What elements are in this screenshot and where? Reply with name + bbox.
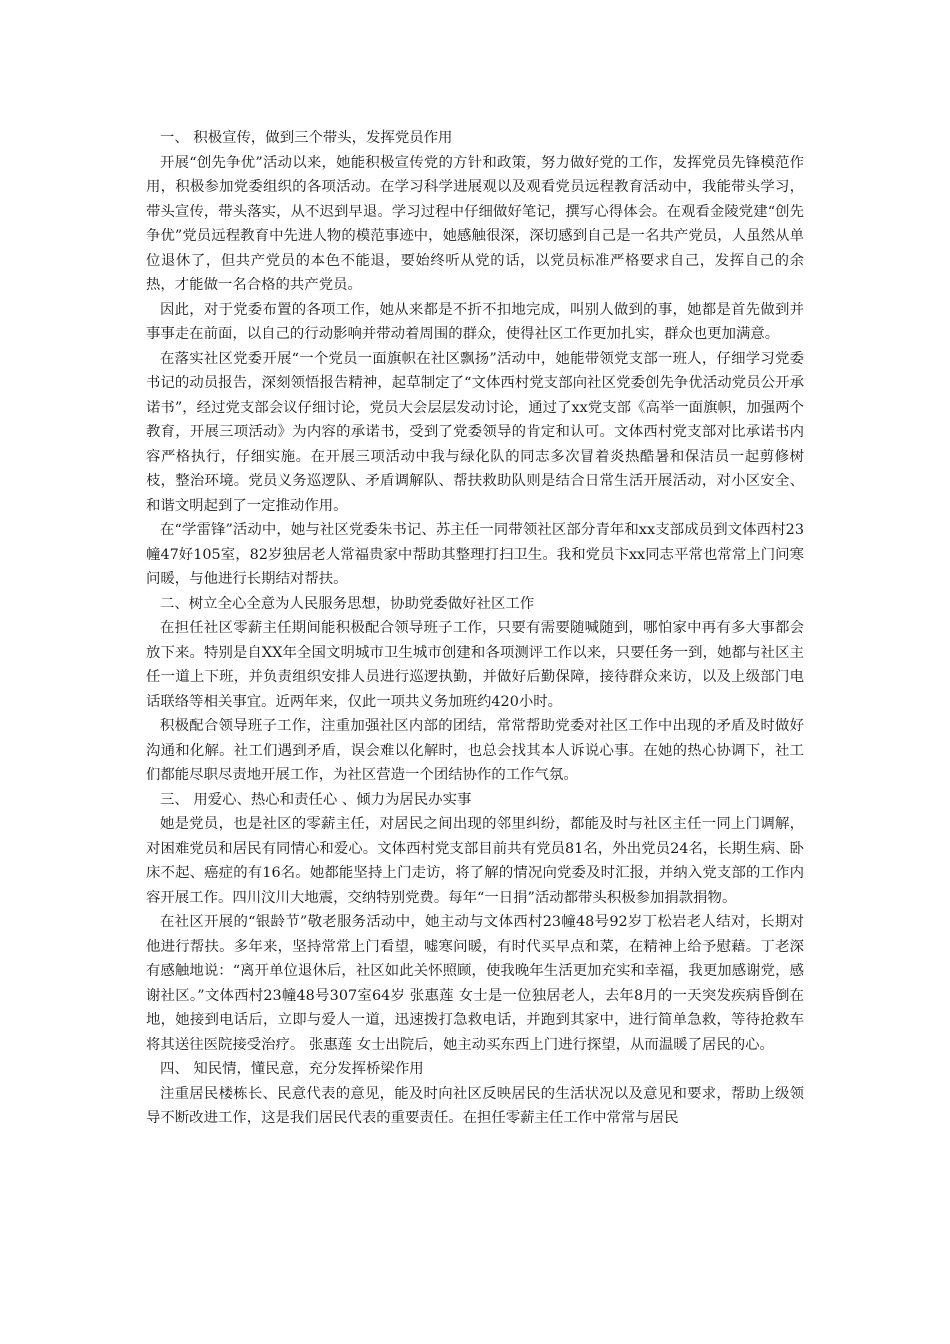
body-paragraph: 在“学雷锋”活动中，她与社区党委朱书记、苏主任一同带领社区部分青年和xx支部成员到文体西村23幢47好105室，82岁独居老人常福贵家中帮助其整理打扫卫生。我和党员卞xx同志平常也常常上门问寒问暖，与他进行长期结对帮扶。 [146,522,804,587]
body-paragraph: 在落实社区党委开展“一个党员一面旗帜在社区飘扬”活动中，她能带领党支部一班人，仔细学习党委书记的动员报告，深刻领悟报告精神，起草制定了“文体西村党支部向社区党委创先争优活动党员公开承诺书”，经过党支部会议仔细讨论，党员大会层层发动讨论，通过了xx党支部《高举一面旗帜，加强两个教育，开展三项活动》为内容的承诺书，受到了党委领导的肯定和认可。文体西村党支部对比承诺书内容严格执行，仔细实施。在开展三项活动中我与绿化队的同志多次冒着炎热酷暑和保洁员一起剪修树枝，整治环境。党员义务巡逻队、矛盾调解队、帮扶救助队则是结合日常生活开展活动，对小区安全、和谐文明起到了一定推动作用。 [146,350,804,514]
body-paragraph: 在社区开展的“银龄节”敬老服务活动中，她主动与文体西村23幢48号92岁丁松岩老人结对，长期对他进行帮扶。多年来，坚持常常上门看望，嘘寒问暖，有时代买早点和菜，在精神上给予慰藉。丁老深有感触地说：“离开单位退休后，社区如此关怀照顾，使我晚年生活更加充实和幸福，我更加感谢党，感谢社区。”文体西村23幢48号307室64岁 张惠莲 女士是一位独居老人，去年8月的一天突发疾病昏倒在地，她接到电话后，立即与爱人一道，迅速拨打急救电话，并跑到其家中，进行简单急救，等待抢救车将其送往医院接受治疗。 张惠莲 女士出院后，她主动买东西上门进行探望，从而温暖了居民的心。 [146,914,804,1053]
section-heading-4: 四、 知民情，懂民意，充分发挥桥梁作用 [160,1061,424,1077]
body-paragraph: 积极配合领导班子工作，注重加强社区内部的团结，常常帮助党委对社区工作中出现的矛盾及时做好沟通和化解。社工们遇到矛盾，误会难以化解时，也总会找其本人诉说心事。在她的热心协调下，社工们都能尽职尽责地开展工作，为社区营造一个团结协作的工作气氛。 [146,718,804,783]
section-heading-1: 一、 积极宣传，做到三个带头，发挥党员作用 [160,130,453,146]
body-paragraph: 她是党员，也是社区的零薪主任，对居民之间出现的邻里纠纷，都能及时与社区主任一同上门调解，对困难党员和居民有同情心和爱心。文体西村党支部目前共有党员81名，外出党员24名，长期生病、卧床不起、癌症的有16名。她都能坚持上门走访，将了解的情况向党委及时汇报，并纳入党支部的工作内容开展工作。四川汶川大地震，交纳特别党费。每年“一日捐”活动都带头积极参加捐款捐物。 [146,816,804,906]
body-paragraph: 注重居民楼栋长、民意代表的意见，能及时向社区反映居民的生活状况以及意见和要求，帮助上级领导不断改进工作，这是我们居民代表的重要责任。在担任零薪主任工作中常常与居民 [146,1085,804,1126]
body-paragraph: 因此，对于党委布置的各项工作，她从来都是不折不扣地完成，叫别人做到的事，她都是首先做到并事事走在前面，以自己的行动影响并带动着周围的群众，使得社区工作更加扎实，群众也更加满意。 [146,301,804,342]
section-heading-2: 二、树立全心全意为人民服务思想，协助党委做好社区工作 [160,595,535,612]
body-paragraph: 在担任社区零薪主任期间能积极配合领导班子工作，只要有需要随喊随到，哪怕家中再有多大事都会放下来。特别是自XX年全国文明城市卫生城市创建和各项测评工作以来，只要任务一到，她都与社区主任一道上下班，并负责组织安排人员进行巡逻执勤，并做好后勤保障，接待群众来访，以及上级部门电话联络等相关事宜。近两年来，仅此一项共义务加班约420小时。 [146,620,804,710]
document-body [146,126,804,1131]
section-heading-3: 三、 用爱心、热心和责任心 、倾力为居民办实事 [160,791,472,808]
body-paragraph: 开展“创先争优”活动以来，她能积极宣传党的方针和政策，努力做好党的工作，发挥党员先锋模范作用，积极参加党委组织的各项活动。在学习科学进展观以及观看党员远程教育活动中，我能带头学习，带头宣传，带头落实，从不迟到早退。学习过程中仔细做好笔记，撰写心得体会。在观看金陵党建“创先争优”党员远程教育中先进人物的模范事迹中，她感触很深，深切感到自己是一名共产党员，人虽然从单位退休了，但共产党员的本色不能退，要始终听从党的话，以党员标准严格要求自己，发挥自己的余热，才能做一名合格的共产党员。 [146,154,804,293]
